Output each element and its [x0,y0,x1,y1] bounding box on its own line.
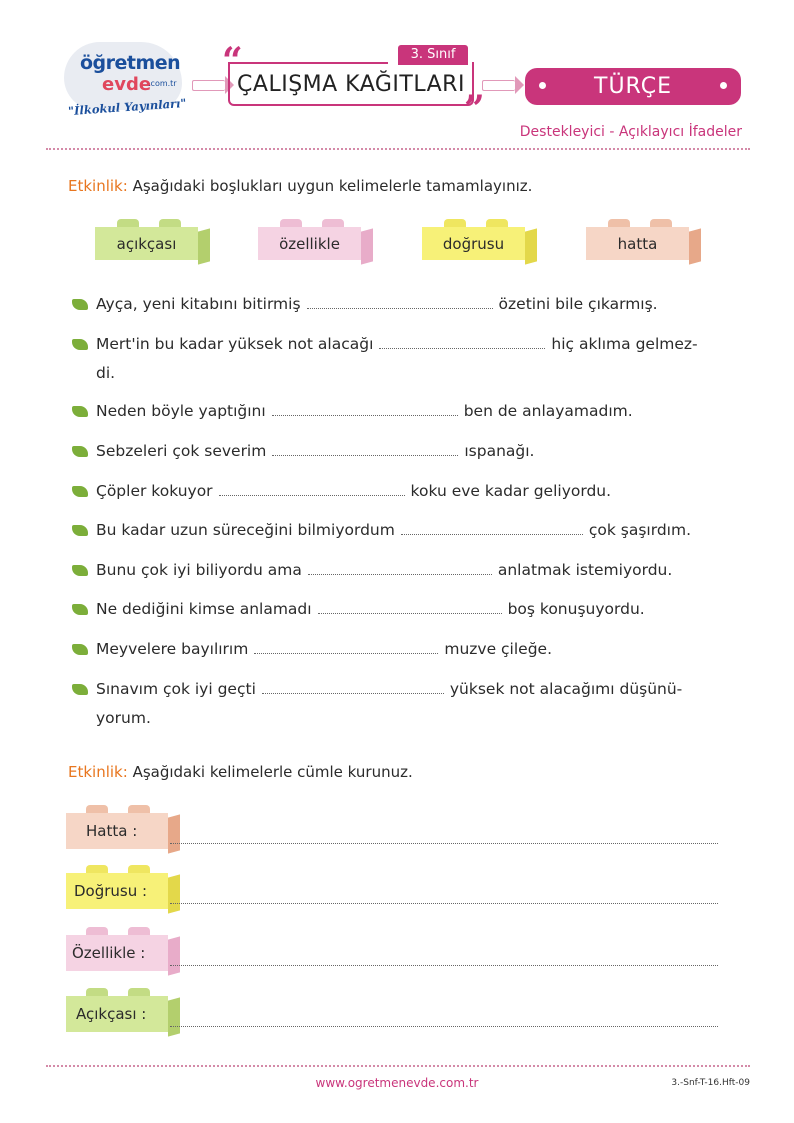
footer-website-link[interactable]: www.ogretmenevde.com.tr [315,1076,479,1090]
sentence-end: anlatmak istemiyordu. [497,561,673,579]
grade-tab: 3. Sınıf [398,45,468,65]
word-brick-label: hatta [617,235,658,253]
fill-sentence [72,675,682,733]
sentence-start: Bunu çok iyi biliyordu ama [96,561,302,579]
logo-text-top: öğretmen [80,52,181,74]
sentence-end: özetini bile çıkarmış. [498,295,658,313]
word-brick [586,227,701,260]
leaf-bullet-icon [72,644,88,655]
leaf-bullet-icon [72,604,88,615]
word-brick [95,227,210,260]
leaf-bullet-icon [72,299,88,310]
writing-line[interactable] [170,903,718,904]
blank-field[interactable] [272,439,458,456]
sentence-start: Ne dediğini kimse anlamadı [96,600,312,618]
fill-sentence [72,290,658,319]
logo-subtitle: "İlkokul Yayınları" [67,95,187,119]
sentence-start: Çöpler kokuyor [96,482,213,500]
leaf-bullet-icon [72,339,88,350]
sentence-writing-row [66,935,726,973]
blank-field[interactable] [379,332,545,349]
sentence-start: Meyvelere bayılırım [96,640,249,658]
activity-instruction-text: Aşağıdaki boşlukları uygun kelimelerle tamamlayınız. [132,177,533,195]
activity-instruction-text: Aşağıdaki kelimelerle cümle kurunuz. [132,763,413,781]
subject-label: TÜRÇE [594,74,672,99]
sentence-writing-row [66,813,726,851]
blank-field[interactable] [318,597,502,614]
fill-sentence [72,437,534,466]
writing-line[interactable] [170,1026,718,1027]
sentence-end: koku eve kadar geliyordu. [410,482,612,500]
activity-label: Etkinlik: [68,177,128,195]
fill-sentence [72,330,698,388]
logo-text-bottom: evde [102,74,152,95]
leaf-bullet-icon [72,684,88,695]
sentence-end: hiç aklıma gelmez- [551,335,698,353]
word-brick [422,227,537,260]
word-brick [258,227,373,260]
sentence-writing-row [66,996,726,1034]
title-frame [228,62,474,106]
leaf-bullet-icon [72,525,88,536]
sentence-continuation: di. [96,364,116,382]
sentence-start: Bu kadar uzun süreceğini bilmiyordum [96,521,395,539]
sentence-end: ben de anlayamadım. [463,402,633,420]
blank-field[interactable] [254,637,438,654]
sentence-end: boş konuşuyordu. [507,600,645,618]
open-quote-icon: “ [222,40,243,82]
blank-field[interactable] [272,399,458,416]
blank-field[interactable] [308,558,492,575]
sentence-start: Neden böyle yaptığını [96,402,266,420]
activity-1-instruction [68,177,532,195]
sentence-continuation: yorum. [96,709,151,727]
sentence-start: Sınavım çok iyi geçti [96,680,256,698]
writing-line[interactable] [170,843,718,844]
sentence-end: muzve çileğe. [444,640,553,658]
sentence-end: ıspanağı. [464,442,535,460]
word-brick-label: özellikle [279,235,340,253]
word-brick [66,996,180,1032]
sentence-start: Sebzeleri çok severim [96,442,267,460]
blank-field[interactable] [219,479,405,496]
sentence-end: çok şaşırdım. [588,521,691,539]
fill-sentence [72,595,645,624]
activity-label: Etkinlik: [68,763,128,781]
blank-field[interactable] [307,292,493,309]
word-brick [66,813,180,849]
sentence-end: yüksek not alacağımı düşünü- [449,680,683,698]
fill-sentence [72,516,691,545]
word-brick [66,935,180,971]
blank-field[interactable] [401,518,583,535]
subject-badge [525,68,741,105]
fill-sentence [72,556,672,585]
page-title: ÇALIŞMA KAĞITLARI [237,72,465,97]
leaf-bullet-icon [72,446,88,457]
word-brick-label: açıkçası [116,235,177,253]
activity-2-instruction [68,763,413,781]
word-brick [66,873,180,909]
leaf-bullet-icon [72,565,88,576]
leaf-bullet-icon [72,486,88,497]
word-brick-label: Hatta : [86,822,138,840]
footer-page-code: 3.-Snf-T-16.Hft-09 [671,1078,750,1088]
word-brick-label: doğrusu [442,235,505,253]
blank-field[interactable] [262,677,444,694]
topic-subtitle: Destekleyici - Açıklayıcı İfadeler [519,124,742,140]
logo-domain: .com.tr [148,79,177,88]
fill-sentence [72,397,633,426]
publisher-logo [62,40,187,125]
sentence-writing-row [66,873,726,911]
word-brick-label: Doğrusu : [74,882,148,900]
word-brick-label: Açıkçası : [76,1005,147,1023]
footer-divider [46,1065,750,1067]
sentence-start: Mert'in bu kadar yüksek not alacağı [96,335,374,353]
writing-line[interactable] [170,965,718,966]
arrow-right-icon [482,80,515,91]
fill-sentence [72,635,552,664]
fill-sentence [72,477,611,506]
word-brick-label: Özellikle : [72,944,146,962]
close-quote-icon: ” [464,88,485,130]
arrow-right-icon [192,80,225,91]
sentence-start: Ayça, yeni kitabını bitirmiş [96,295,301,313]
leaf-bullet-icon [72,406,88,417]
header-divider [46,148,750,150]
bullet-dot-icon [720,82,727,89]
